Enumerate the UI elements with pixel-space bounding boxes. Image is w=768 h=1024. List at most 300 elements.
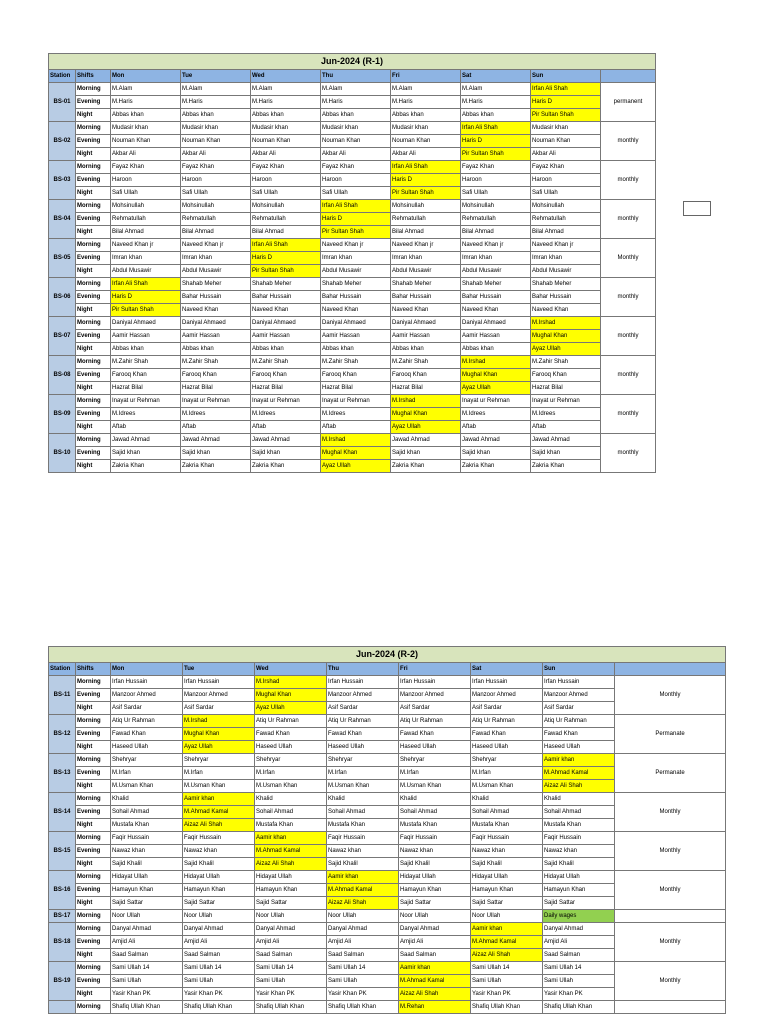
- roster-cell: Bahar Hussain: [391, 291, 461, 304]
- roster-cell: Inayat ur Rehman: [321, 395, 391, 408]
- roster-cell: Haseed Ullah: [399, 741, 471, 754]
- roster-cell: Nawaz khan: [543, 845, 615, 858]
- roster-cell: Asif Sardar: [471, 702, 543, 715]
- roster-cell: M.Zahir Shah: [531, 356, 601, 369]
- roster-cell: Akbar Ali: [111, 148, 181, 161]
- roster-cell: Aftab: [461, 421, 531, 434]
- station-note: Permanate: [615, 754, 726, 793]
- roster-cell: Shahab Meher: [391, 278, 461, 291]
- shift-label: Morning: [76, 356, 111, 369]
- shift-label: Evening: [76, 806, 111, 819]
- roster-cell: Nawaz khan: [399, 845, 471, 858]
- roster-cell: Hamayun Khan: [255, 884, 327, 897]
- roster-cell: Shafiq Ullah Khan: [183, 1001, 255, 1014]
- station-note: Monthly: [615, 832, 726, 871]
- roster-cell: Aizaz Ali Shah: [183, 819, 255, 832]
- roster-cell: M.Irshad: [321, 434, 391, 447]
- station-id: BS-01: [49, 83, 76, 122]
- header-shifts: Shifts: [76, 663, 111, 676]
- roster-cell: Mustafa Khan: [111, 819, 183, 832]
- roster-cell: Ayaz Ullah: [321, 460, 391, 473]
- roster-cell: Aftab: [111, 421, 181, 434]
- roster-cell: Faqir Hussain: [183, 832, 255, 845]
- roster-cell: Irfan Hussain: [399, 676, 471, 689]
- roster-cell: Farooq Khan: [111, 369, 181, 382]
- shift-label: Evening: [76, 689, 111, 702]
- station-id: BS-12: [49, 715, 76, 754]
- roster-cell: Rehmatullah: [531, 213, 601, 226]
- roster-cell: Atiq Ur Rahman: [543, 715, 615, 728]
- roster-cell: Sajid Khalil: [543, 858, 615, 871]
- roster-cell: Farooq Khan: [391, 369, 461, 382]
- shift-label: Morning: [76, 434, 111, 447]
- roster-cell: Inayat ur Rehman: [111, 395, 181, 408]
- table-row: [49, 239, 656, 252]
- roster-cell: Daniyal Ahmaed: [461, 317, 531, 330]
- roster-cell: Sajid Sattar: [255, 897, 327, 910]
- roster-cell: Noor Ullah: [327, 910, 399, 923]
- roster-cell: M.Haris: [181, 96, 251, 109]
- roster-cell: Amjid Ali: [543, 936, 615, 949]
- shift-label: Night: [76, 109, 111, 122]
- roster-cell: Inayat ur Rehman: [181, 395, 251, 408]
- table-row: [49, 460, 656, 473]
- table-row: [49, 421, 656, 434]
- roster-cell: Sami Ullah: [543, 975, 615, 988]
- shift-label: Morning: [76, 317, 111, 330]
- roster-cell: Abbas khan: [111, 109, 181, 122]
- roster-cell: Fayaz Khan: [111, 161, 181, 174]
- shift-label: Morning: [76, 832, 111, 845]
- shift-label: Morning: [76, 395, 111, 408]
- roster-cell: Shahab Meher: [531, 278, 601, 291]
- roster-cell: Yasir Khan PK: [543, 988, 615, 1001]
- roster-cell: Sohail Ahmad: [327, 806, 399, 819]
- roster-cell: Akbar Ali: [531, 148, 601, 161]
- roster-cell: Haroon: [321, 174, 391, 187]
- header-day: Sat: [461, 70, 531, 83]
- roster-cell: Farooq Khan: [531, 369, 601, 382]
- roster-cell: Fawad Khan: [543, 728, 615, 741]
- roster-cell: Saad Salman: [183, 949, 255, 962]
- roster-cell: Abdul Musawir: [321, 265, 391, 278]
- roster-cell: M.Irfan: [471, 767, 543, 780]
- roster-cell: Pir Sultan Shah: [531, 109, 601, 122]
- station-note: monthly: [601, 278, 656, 317]
- station-note: monthly: [601, 434, 656, 473]
- roster-cell: Mustafa Khan: [399, 819, 471, 832]
- shift-label: Evening: [76, 447, 111, 460]
- station-note: monthly: [601, 395, 656, 434]
- roster-cell: M.Ahmad Kamal: [255, 845, 327, 858]
- roster-cell: Amjid Ali: [399, 936, 471, 949]
- roster-cell: Sohail Ahmad: [543, 806, 615, 819]
- shift-label: Morning: [76, 676, 111, 689]
- roster-cell: Shafiq Ullah Khan: [111, 1001, 183, 1014]
- table-row: [49, 213, 656, 226]
- roster-cell: Hidayat Ullah: [399, 871, 471, 884]
- header-day: Tue: [181, 70, 251, 83]
- station-note: Permanate: [615, 715, 726, 754]
- roster-cell: Daniyal Ahmaed: [391, 317, 461, 330]
- roster-cell: Shehryar: [327, 754, 399, 767]
- station-id: BS-03: [49, 161, 76, 200]
- roster-cell: Sami Ullah 14: [543, 962, 615, 975]
- roster-cell: Yasir Khan PK: [183, 988, 255, 1001]
- roster-cell: M.Usman Khan: [327, 780, 399, 793]
- roster-cell: Yasir Khan PK: [471, 988, 543, 1001]
- table-row: [49, 1001, 726, 1014]
- shift-label: Evening: [76, 845, 111, 858]
- roster-cell: Nawaz khan: [471, 845, 543, 858]
- roster-cell: M.Usman Khan: [183, 780, 255, 793]
- roster-cell: Abbas khan: [321, 343, 391, 356]
- shift-label: Evening: [76, 252, 111, 265]
- roster-cell: Shehryar: [255, 754, 327, 767]
- shift-label: Night: [76, 988, 111, 1001]
- station-id: BS-06: [49, 278, 76, 317]
- shift-label: Evening: [76, 174, 111, 187]
- station-note: [615, 1001, 726, 1014]
- roster-cell: Inayat ur Rehman: [461, 395, 531, 408]
- roster-cell: Sajid Sattar: [543, 897, 615, 910]
- station-note: [615, 910, 726, 923]
- roster-cell: Nouman Khan: [251, 135, 321, 148]
- roster-cell: Jawad Ahmad: [111, 434, 181, 447]
- roster-cell: Amjid Ali: [111, 936, 183, 949]
- roster-cell: Irfan Hussain: [327, 676, 399, 689]
- roster-cell: Hidayat Ullah: [471, 871, 543, 884]
- roster-cell: Fayaz Khan: [321, 161, 391, 174]
- table-row: [49, 434, 656, 447]
- roster-cell: Bahar Hussain: [531, 291, 601, 304]
- roster-cell: Sohail Ahmad: [471, 806, 543, 819]
- roster-cell: Yasir Khan PK: [255, 988, 327, 1001]
- roster-cell: Faqir Hussain: [543, 832, 615, 845]
- roster-cell: Pir Sultan Shah: [111, 304, 181, 317]
- roster-cell: Inayat ur Rehman: [251, 395, 321, 408]
- table-row: [49, 265, 656, 278]
- roster-cell: Mohsinullah: [181, 200, 251, 213]
- roster-cell: Jawad Ahmad: [531, 434, 601, 447]
- shift-label: Evening: [76, 408, 111, 421]
- roster-cell: Nouman Khan: [391, 135, 461, 148]
- roster-cell: Rehmatullah: [251, 213, 321, 226]
- header-day: Fri: [399, 663, 471, 676]
- roster-cell: Abdul Musawir: [461, 265, 531, 278]
- shift-label: Evening: [76, 135, 111, 148]
- roster-cell: Khalid: [399, 793, 471, 806]
- roster-cell: M.Rehan: [399, 1001, 471, 1014]
- roster-cell: Pir Sultan Shah: [251, 265, 321, 278]
- table-row: [49, 252, 656, 265]
- table-row: [49, 676, 726, 689]
- roster-cell: Imran khan: [391, 252, 461, 265]
- roster-cell: Abbas khan: [461, 109, 531, 122]
- roster-cell: Naveed Khan: [531, 304, 601, 317]
- roster-cell: Bilal Ahmad: [251, 226, 321, 239]
- table-row: [49, 291, 656, 304]
- shift-label: Morning: [76, 793, 111, 806]
- roster-cell: Sajid Sattar: [183, 897, 255, 910]
- station-note: Monthly: [615, 871, 726, 910]
- roster-cell: Danyal Ahmad: [399, 923, 471, 936]
- station-note: monthly: [601, 122, 656, 161]
- roster-cell: Haseed Ullah: [471, 741, 543, 754]
- roster-cell: M.Irshad: [391, 395, 461, 408]
- roster-cell: Akbar Ali: [391, 148, 461, 161]
- title-row: [49, 54, 656, 70]
- roster-cell: Shafiq Ullah Khan: [543, 1001, 615, 1014]
- station-id: BS-17: [49, 910, 76, 923]
- roster-cell: Sajid Khalil: [327, 858, 399, 871]
- roster-cell: Saad Salman: [111, 949, 183, 962]
- roster-cell: Jawad Ahmad: [181, 434, 251, 447]
- roster-cell: M.Ahmad Kamal: [327, 884, 399, 897]
- table-row: [49, 135, 656, 148]
- roster-cell: Hazrat Bilal: [111, 382, 181, 395]
- roster-cell: Sajid khan: [251, 447, 321, 460]
- roster-cell: Daniyal Ahmaed: [321, 317, 391, 330]
- roster-cell: Zakria Khan: [391, 460, 461, 473]
- roster-cell: Noor Ullah: [111, 910, 183, 923]
- header-day: Sun: [543, 663, 615, 676]
- station-id: BS-15: [49, 832, 76, 871]
- table-row: [49, 793, 726, 806]
- roster-cell: Mustafa Khan: [327, 819, 399, 832]
- roster-cell: Rehmatullah: [181, 213, 251, 226]
- roster-cell: Hidayat Ullah: [543, 871, 615, 884]
- roster-cell: Bilal Ahmad: [391, 226, 461, 239]
- roster-cell: Zakria Khan: [111, 460, 181, 473]
- header-row: [49, 70, 656, 83]
- roster-cell: Abdul Musawir: [111, 265, 181, 278]
- roster-cell: M.Ahmad Kamal: [183, 806, 255, 819]
- shift-label: Morning: [76, 871, 111, 884]
- roster-cell: Mughal Khan: [531, 330, 601, 343]
- table-row: [49, 923, 726, 936]
- roster-cell: Aizaz Ali Shah: [255, 858, 327, 871]
- roster-cell: M.Haris: [321, 96, 391, 109]
- table-row: [49, 83, 656, 96]
- roster-cell: Jawad Ahmad: [251, 434, 321, 447]
- station-note: monthly: [601, 161, 656, 200]
- roster-cell: Haris D: [321, 213, 391, 226]
- roster-cell: M.Irfan: [111, 767, 183, 780]
- roster-cell: Mohsinullah: [461, 200, 531, 213]
- roster-cell: M.Usman Khan: [255, 780, 327, 793]
- roster-cell: M.Ahmad Kamal: [399, 975, 471, 988]
- roster-cell: Mudasir khan: [251, 122, 321, 135]
- roster-cell: Sami Ullah 14: [471, 962, 543, 975]
- roster-table-r1: [48, 53, 656, 473]
- roster-cell: Sajid khan: [461, 447, 531, 460]
- roster-cell: Hazrat Bilal: [181, 382, 251, 395]
- shift-label: Night: [76, 897, 111, 910]
- roster-cell: Pir Sultan Shah: [391, 187, 461, 200]
- roster-cell: Jawad Ahmad: [461, 434, 531, 447]
- roster-cell: Mudasir khan: [111, 122, 181, 135]
- roster-cell: Shahab Meher: [181, 278, 251, 291]
- roster-cell: Irfan Hussain: [471, 676, 543, 689]
- station-note: Monthly: [615, 793, 726, 832]
- shift-label: Morning: [76, 962, 111, 975]
- roster-cell: Daily wages: [543, 910, 615, 923]
- roster-cell: Safi Ullah: [321, 187, 391, 200]
- roster-cell: Imran khan: [181, 252, 251, 265]
- roster-cell: Farooq Khan: [251, 369, 321, 382]
- roster-cell: Irfan Hussain: [111, 676, 183, 689]
- roster-cell: Aamir khan: [327, 871, 399, 884]
- roster-cell: Sami Ullah 14: [183, 962, 255, 975]
- roster-cell: Ayaz Ullah: [183, 741, 255, 754]
- shift-label: Morning: [76, 715, 111, 728]
- sheet-title: Jun-2024 (R-2): [49, 647, 726, 663]
- roster-cell: M.Idrees: [181, 408, 251, 421]
- roster-cell: Ayaz Ullah: [461, 382, 531, 395]
- roster-cell: Aftab: [321, 421, 391, 434]
- roster-cell: Haseed Ullah: [327, 741, 399, 754]
- shift-label: Night: [76, 304, 111, 317]
- table-row: [49, 148, 656, 161]
- roster-cell: Asif Sardar: [327, 702, 399, 715]
- roster-cell: Imran khan: [461, 252, 531, 265]
- shift-label: Night: [76, 819, 111, 832]
- roster-cell: Mudasir khan: [321, 122, 391, 135]
- roster-cell: Naveed Khan jr: [321, 239, 391, 252]
- roster-cell: Irfan Ali Shah: [251, 239, 321, 252]
- roster-cell: Nawaz khan: [327, 845, 399, 858]
- roster-cell: Akbar Ali: [321, 148, 391, 161]
- station-id: BS-08: [49, 356, 76, 395]
- shift-label: Evening: [76, 213, 111, 226]
- roster-cell: Naveed Khan jr: [111, 239, 181, 252]
- roster-cell: Mohsinullah: [251, 200, 321, 213]
- roster-cell: Naveed Khan: [391, 304, 461, 317]
- shift-label: Night: [76, 421, 111, 434]
- roster-cell: Safi Ullah: [251, 187, 321, 200]
- table-row: [49, 871, 726, 884]
- roster-cell: Atiq Ur Rahman: [327, 715, 399, 728]
- shift-label: Night: [76, 343, 111, 356]
- roster-cell: Atiq Ur Rahman: [255, 715, 327, 728]
- roster-cell: M.Zahir Shah: [251, 356, 321, 369]
- shift-label: Evening: [76, 291, 111, 304]
- header-note: [601, 70, 656, 83]
- station-id: BS-02: [49, 122, 76, 161]
- roster-cell: Asif Sardar: [543, 702, 615, 715]
- roster-cell: Mohsinullah: [391, 200, 461, 213]
- roster-cell: Aamir Hassan: [111, 330, 181, 343]
- roster-cell: Hazrat Bilal: [531, 382, 601, 395]
- roster-cell: Daniyal Ahmaed: [111, 317, 181, 330]
- roster-cell: M.Idrees: [531, 408, 601, 421]
- roster-cell: Asif Sardar: [111, 702, 183, 715]
- roster-cell: Bahar Hussain: [461, 291, 531, 304]
- shift-label: Night: [76, 460, 111, 473]
- station-id: [49, 1001, 76, 1014]
- roster-cell: Haroon: [461, 174, 531, 187]
- table-row: [49, 447, 656, 460]
- roster-cell: Abbas khan: [251, 343, 321, 356]
- roster-cell: Nouman Khan: [111, 135, 181, 148]
- roster-cell: M.Alam: [251, 83, 321, 96]
- header-station: Station: [49, 70, 76, 83]
- roster-cell: Shehryar: [183, 754, 255, 767]
- roster-cell: Manzoor Ahmed: [183, 689, 255, 702]
- shift-label: Night: [76, 148, 111, 161]
- roster-cell: Sajid Khalil: [471, 858, 543, 871]
- roster-cell: M.Irfan: [255, 767, 327, 780]
- header-day: Thu: [321, 70, 391, 83]
- roster-cell: Amjid Ali: [327, 936, 399, 949]
- roster-cell: Haroon: [531, 174, 601, 187]
- station-note: monthly: [601, 356, 656, 395]
- shift-label: Morning: [76, 83, 111, 96]
- header-row: [49, 663, 726, 676]
- roster-cell: M.Usman Khan: [399, 780, 471, 793]
- roster-cell: Akbar Ali: [181, 148, 251, 161]
- roster-cell: Mustafa Khan: [471, 819, 543, 832]
- header-day: Fri: [391, 70, 461, 83]
- roster-cell: Ayaz Ullah: [531, 343, 601, 356]
- roster-cell: Abbas khan: [251, 109, 321, 122]
- shift-label: Night: [76, 265, 111, 278]
- roster-cell: Aizaz Ali Shah: [327, 897, 399, 910]
- table-row: [49, 174, 656, 187]
- shift-label: Morning: [76, 278, 111, 291]
- roster-cell: Irfan Ali Shah: [321, 200, 391, 213]
- roster-cell: Fayaz Khan: [181, 161, 251, 174]
- header-day: Mon: [111, 663, 183, 676]
- roster-cell: M.Alam: [461, 83, 531, 96]
- roster-cell: Zakria Khan: [461, 460, 531, 473]
- roster-cell: Naveed Khan: [321, 304, 391, 317]
- roster-cell: Daniyal Ahmaed: [181, 317, 251, 330]
- roster-cell: Aamir khan: [543, 754, 615, 767]
- roster-cell: M.Idrees: [461, 408, 531, 421]
- roster-cell: Shahab Meher: [461, 278, 531, 291]
- roster-cell: Bahar Hussain: [321, 291, 391, 304]
- roster-cell: Faqir Hussain: [471, 832, 543, 845]
- roster-cell: Sami Ullah 14: [327, 962, 399, 975]
- roster-cell: Hamayun Khan: [471, 884, 543, 897]
- roster-cell: Manzoor Ahmed: [327, 689, 399, 702]
- roster-cell: Aftab: [181, 421, 251, 434]
- station-id: BS-14: [49, 793, 76, 832]
- roster-cell: Fayaz Khan: [251, 161, 321, 174]
- roster-cell: Mustafa Khan: [543, 819, 615, 832]
- roster-cell: Khalid: [543, 793, 615, 806]
- roster-cell: Atiq Ur Rahman: [399, 715, 471, 728]
- roster-cell: Haris D: [461, 135, 531, 148]
- roster-cell: Fawad Khan: [255, 728, 327, 741]
- shift-label: Evening: [76, 330, 111, 343]
- station-id: BS-13: [49, 754, 76, 793]
- roster-cell: Danyal Ahmad: [543, 923, 615, 936]
- roster-cell: Imran khan: [321, 252, 391, 265]
- shift-label: Morning: [76, 910, 111, 923]
- roster-cell: M.Alam: [111, 83, 181, 96]
- header-day: Wed: [251, 70, 321, 83]
- table-row: [49, 910, 726, 923]
- roster-cell: Faqir Hussain: [111, 832, 183, 845]
- shift-label: Morning: [76, 923, 111, 936]
- shift-label: Night: [76, 780, 111, 793]
- roster-cell: M.Idrees: [111, 408, 181, 421]
- table-row: [49, 122, 656, 135]
- roster-cell: M.Alam: [181, 83, 251, 96]
